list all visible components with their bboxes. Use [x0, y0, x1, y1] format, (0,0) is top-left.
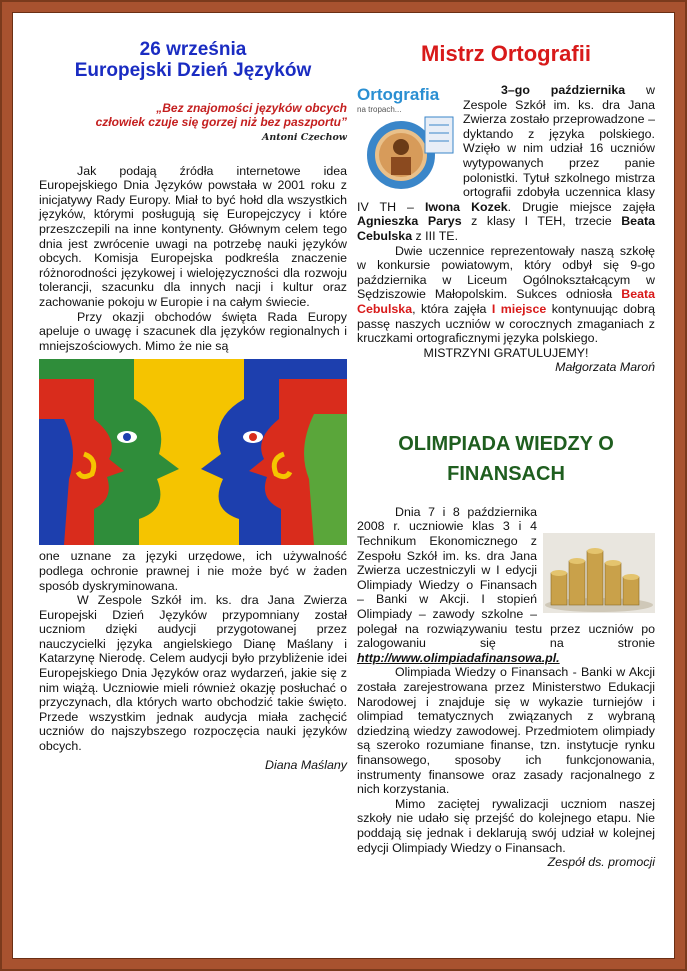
faces-illustration: [39, 359, 347, 545]
orthography-text-g: kontynuując dobrą passę naszych uczniów w corocznych zmaganiach z kruczkami ortograficznymi języka polskiego.: [357, 301, 655, 346]
orthography-logo-word: Ortografia: [357, 85, 440, 104]
orthography-text-d: z III TE.: [415, 228, 459, 243]
languages-title-line1: 26 września: [139, 39, 247, 60]
olympiad-paragraph-2: Olimpiada Wiedzy o Finansach - Banki w Akcji została zarejestrowana przez Ministerstwo Edukacji Narodowej i znajduje się w wykazie turniejów i olimpiad tematycznych związanych z wybraną dziedziną wiedzy zawodowej. Przedmiotem olimpiady są szeroko rozumiane finanse, tzn. instytucje rynku finansowego, sposoby ich funkcjonowania, instrumenty finansowe oraz zasady racjonalnego z nich korzystania.: [357, 665, 655, 797]
olympiad-text-a: Dnia 7 i 8 października 2008 r. uczniowie klas 3 i 4 Technikum Ekonomicznego z Zespołu Szkół im. ks. dra Jana Zwierza uczestniczyli w I edycji Olimpiady Wiedzy o Finansach – Banki w Akcji. I stopień Olimpiady – zawody szkolne – polegał na rozwiązywaniu testu przez uczniów po zalogowaniu się na stronie: [357, 504, 655, 651]
olympiad-title-line2: FINANSACH: [447, 462, 565, 485]
congratulations: MISTRZYNI GRATULUJEMY!: [423, 345, 589, 360]
languages-signature: Diana Maślany: [265, 757, 347, 772]
languages-paragraph-2: Przy okazji obchodów święta Rada Europy apeluje o uwagę i szacunek dla języków regionalnych i mniejszościowych. Mimo że nie są: [39, 309, 347, 353]
orthography-text-b: . Drugie miejsce zajęła: [507, 199, 655, 214]
languages-title-line2: Europejski Dzień Języków: [74, 60, 312, 81]
county-winner-name: Beata Cebulska: [357, 287, 655, 316]
orthography-logo: [357, 85, 457, 197]
orthography-text-c: z klasy I TEH, trzecie: [471, 214, 612, 229]
orthography-title: Mistrz Ortografii: [421, 41, 591, 66]
languages-paragraph-1: Jak podają źródła internetowe idea Europejskiego Dnia Języków powstała w 2001 roku z inicjatywy Rady Europy. Miał to być hołd dla wszystkich języków, którymi posługują się Europejczycy i które przeszczepili na inne kontynenty. Głównym celem tego dnia jest zwrócenie uwagi na potrzebę nauki języków obcych. Komisja Europejska podkreśla znaczenie różnorodności językowej i wielojęzyczności dla rozwoju tolerancji, szacunku dla innych nacji i kultur oraz zachowanie pokoju w Europie i na całym świecie.: [39, 163, 347, 309]
quote: [39, 101, 347, 129]
orthography-text-a: w Zespole Szkół im. ks. dra Jana Zwierza zostało przeprowadzone – dyktando z języka polskiego. Wzięło w nim udział 16 uczniów wytypowanych przez panie polonistki. Tytuł szkolnego mistrza ortografii zdobyła uczennica klasy IV TH –: [357, 83, 655, 214]
right-column: [357, 37, 655, 870]
coins-illustration: [543, 533, 655, 613]
left-column: [39, 39, 347, 772]
orthography-signature: Małgorzata Maroń: [555, 360, 655, 375]
second-place-name: Agnieszka Parys: [357, 214, 462, 229]
magnifier-illustration: [357, 115, 457, 195]
quote-author: Antoni Czechow: [261, 132, 347, 143]
quote-line1: „Bez znajomości języków obcych: [156, 101, 347, 115]
olympiad-title-line1: OLIMPIADA WIEDZY O: [398, 432, 614, 455]
winner-name: Iwona Kozek: [424, 199, 508, 214]
orthography-paragraph-2: [357, 244, 655, 346]
contest-date: 3–go października: [501, 83, 626, 97]
orthography-logo-subtitle: na tropach...: [357, 105, 402, 114]
third-place-name: Beata Cebulska: [357, 214, 655, 243]
olympiad-signature: Zespół ds. promocji: [547, 855, 655, 870]
olympiad-website-link[interactable]: http://www.olimpiadafinansowa.pl.: [357, 650, 560, 665]
county-place: I miejsce: [491, 301, 547, 316]
languages-paragraph-4: W Zespole Szkół im. ks. dra Jana Zwierza Europejski Dzień Języków przypomniany został uczniom dzięki audycji przygotowanej przez nauczycielki języka angielskiego Dianę Maślany i Katarzynę Nierodę. Celem audycji było przybliżenie idei Europejskiego Dnia Języków oraz wydarzeń, jakie się z nim wiążą. Uczniowie mieli również okazję posłuchać o przyczynach, dla których warto obchodzić takie święto. Przede wszystkim jednak audycja miała zachęcić uczniów do najszybszego rozpoczęcia nauki języków obcych.: [39, 593, 347, 754]
languages-paragraph-3: one uznane za języki urzędowe, ich używalność podlega ochronie prawnej i nie może być w żaden sposób dyskryminowana.: [39, 549, 347, 593]
orthography-text-f: , która zajęła: [412, 301, 487, 316]
quote-line2: człowiek czuje się gorzej niż bez paszportu”: [95, 115, 347, 129]
olympiad-paragraph-3: Mimo zaciętej rywalizacji uczniom naszej szkoły nie udało się przejść do kolejnego etapu. Nie poddają się jednak i deklarują swój udział w kolejnej edycji Olimpiady Wiedzy o Finansach.: [357, 796, 655, 855]
newsletter-page: [12, 12, 675, 959]
orthography-text-e: Dwie uczennice reprezentowały naszą szkołę w konkursie powiatowym, który odbył się 9-go października w Liceum Ogólnokształcącym w Sędziszowie Małopolskim. Sukces odniosła: [357, 243, 655, 302]
olympiad-title: [357, 429, 655, 489]
